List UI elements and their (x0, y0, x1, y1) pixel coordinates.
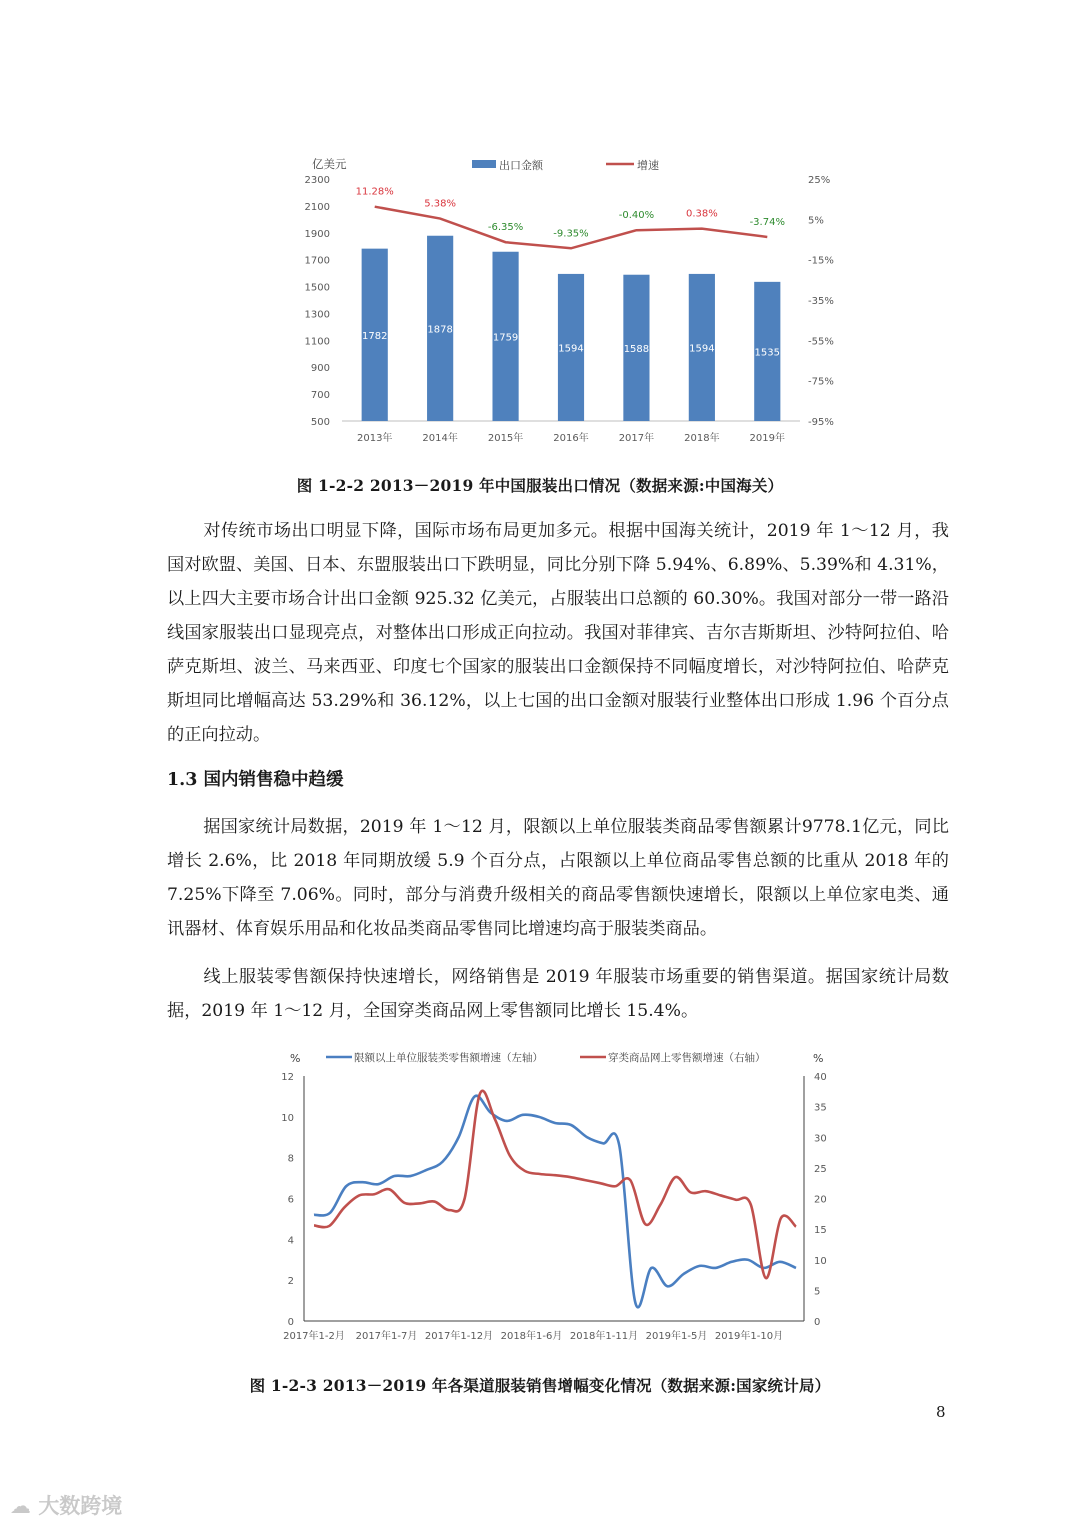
y2-tick-label: 25 (814, 1163, 827, 1175)
x-tick-label: 2018年1-11月 (569, 1331, 639, 1342)
y-tick-label: 1100 (304, 336, 330, 348)
y2-tick-label: 40 (814, 1072, 827, 1083)
x-tick-label: 2019年1-5月 (645, 1331, 708, 1342)
growth-label: -3.74% (749, 216, 785, 228)
x-tick-label: 2013年 (356, 433, 393, 444)
growth-label: -6.35% (487, 222, 524, 234)
bar-value-label: 1594 (689, 343, 715, 355)
y-tick-label: 2300 (304, 175, 330, 186)
paragraph-1 (167, 514, 949, 752)
bar-value-label: 1782 (361, 330, 388, 342)
y2-tick-label: -55% (808, 336, 834, 348)
y-tick-label: 900 (310, 363, 330, 375)
y2-tick-label: 15 (814, 1225, 827, 1237)
y-tick-label: 500 (310, 417, 330, 428)
legend-label-growth: 增速 (637, 159, 659, 172)
bar-value-label: 1594 (558, 343, 584, 355)
watermark-text: 大数跨境 (38, 1494, 123, 1518)
y-tick-label: 1700 (304, 255, 330, 267)
x-tick-label: 2015年 (487, 433, 524, 444)
y-axis-label: % (290, 1052, 301, 1065)
paragraph-2-text: 据国家统计局数据，2019 年 1～12 月，限额以上单位服装类商品零售额累计9778.1亿元，同比增长 2.6%，比 2018 年同期放缓 5.9 个百分点，占限额以上单位商品零售总额的比重从 2018 年的 7.25%下降至 7.06%。同时，部分与消费升级相关的商品零售额快速增长，限额以上单位家电类、通讯器材、体育娱乐用品和化妆品类商品零售同比增速均高于服装类商品。 (167, 817, 949, 939)
y2-tick-label: -75% (808, 376, 834, 388)
y2-tick-label: 5 (814, 1286, 821, 1298)
growth-label: 0.38% (685, 208, 718, 220)
y-tick-label: 0 (287, 1317, 294, 1328)
x-tick-label: 2017年1-7月 (355, 1331, 418, 1342)
bar-value-label: 1759 (492, 332, 519, 344)
y-tick-label: 6 (287, 1194, 294, 1206)
online-growth-line (314, 1091, 796, 1278)
y2-tick-label: -15% (808, 255, 834, 267)
x-tick-label: 2017年1-2月 (283, 1331, 345, 1342)
y2-tick-label: 5% (808, 215, 824, 227)
x-tick-label: 2017年1-12月 (424, 1331, 494, 1342)
y2-tick-label: 30 (814, 1133, 827, 1145)
y-tick-label: 1300 (304, 309, 330, 321)
x-tick-label: 2019年 (749, 433, 786, 444)
y-tick-label: 2100 (304, 201, 330, 213)
channel-growth-chart (270, 1045, 830, 1350)
y2-tick-label: 10 (814, 1255, 827, 1267)
y-tick-label: 1500 (304, 282, 330, 294)
x-tick-label: 2019年1-10月 (714, 1331, 784, 1342)
bar-value-label: 1535 (754, 347, 781, 359)
paragraph-3 (167, 960, 949, 1028)
bar-value-label: 1588 (623, 343, 650, 355)
y-tick-label: 1900 (304, 228, 330, 240)
figure1-caption: 图 1-2-2 2013－2019 年中国服装出口情况（数据来源:中国海关） (296, 476, 784, 495)
growth-label: -9.35% (553, 228, 589, 240)
legend-label-online: 穿类商品网上零售额增速（右轴） (608, 1052, 766, 1064)
y2-tick-label: 0 (814, 1317, 821, 1328)
y-tick-label: 12 (281, 1072, 294, 1083)
paragraph-2 (167, 810, 949, 946)
y-tick-label: 8 (287, 1153, 294, 1165)
y2-axis-label: % (813, 1052, 824, 1065)
legend-label-offline: 限额以上单位服装类零售额增速（左轴） (354, 1052, 543, 1064)
y-tick-label: 2 (287, 1276, 294, 1288)
x-tick-label: 2017年 (618, 433, 655, 444)
section-heading: 1.3 国内销售稳中趋缓 (167, 770, 344, 790)
y2-tick-label: 35 (814, 1102, 827, 1114)
x-tick-label: 2016年 (553, 433, 589, 444)
x-tick-label: 2018年 (684, 433, 720, 444)
figure2-caption: 图 1-2-3 2013－2019 年各渠道服装销售增幅变化情况（数据来源:国家统计局） (249, 1376, 831, 1395)
watermark-logo-icon: ☁ (10, 1494, 39, 1518)
offline-growth-line (314, 1096, 796, 1308)
growth-label: -0.40% (618, 210, 655, 222)
y2-tick-label: 25% (808, 175, 831, 186)
bar-value-label: 1878 (427, 324, 453, 336)
legend-swatch-export (472, 160, 496, 168)
y-tick-label: 4 (287, 1235, 294, 1247)
paragraph-1-text: 对传统市场出口明显下降，国际市场布局更加多元。根据中国海关统计，2019 年 1～12 月，我国对欧盟、美国、日本、东盟服装出口下跌明显，同比分别下降 5.94%、6.89%、5.39%和 4.31%，以上四大主要市场合计出口金额 925.32 亿美元，占服装出口总额的 60.30%。我国对部分一带一路沿线国家服装出口显现亮点，对整体出口形成正向拉动。我国对菲律宾、吉尔吉斯斯坦、沙特阿拉伯、哈萨克斯坦、波兰、马来西亚、印度七个国家的服装出口金额保持不同幅度增长，对沙特阿拉伯、哈萨克斯坦同比增幅高达 53.29%和 36.12%，以上七国的出口金额对服装行业整体出口形成 1.96 个百分点的正向拉动。 (167, 521, 949, 745)
x-tick-label: 2014年 (422, 433, 458, 444)
x-tick-label: 2018年1-6月 (500, 1331, 563, 1342)
y2-tick-label: 20 (814, 1194, 827, 1206)
growth-label: 11.28% (355, 186, 394, 198)
y-axis-label: 亿美元 (312, 157, 347, 171)
paragraph-3-text: 线上服装零售额保持快速增长，网络销售是 2019 年服装市场重要的销售渠道。据国家统计局数据，2019 年 1～12 月，全国穿类商品网上零售额同比增长 15.4%。 (167, 967, 949, 1021)
page-number: 8 (936, 1403, 946, 1421)
y2-tick-label: -35% (808, 296, 834, 307)
watermark (10, 1490, 122, 1520)
y2-tick-label: -95% (808, 417, 834, 428)
y-tick-label: 700 (310, 390, 330, 402)
legend-label-export: 出口金额 (499, 159, 543, 172)
y-tick-label: 10 (281, 1112, 294, 1124)
growth-label: 5.38% (424, 198, 457, 210)
export-chart (300, 150, 834, 450)
